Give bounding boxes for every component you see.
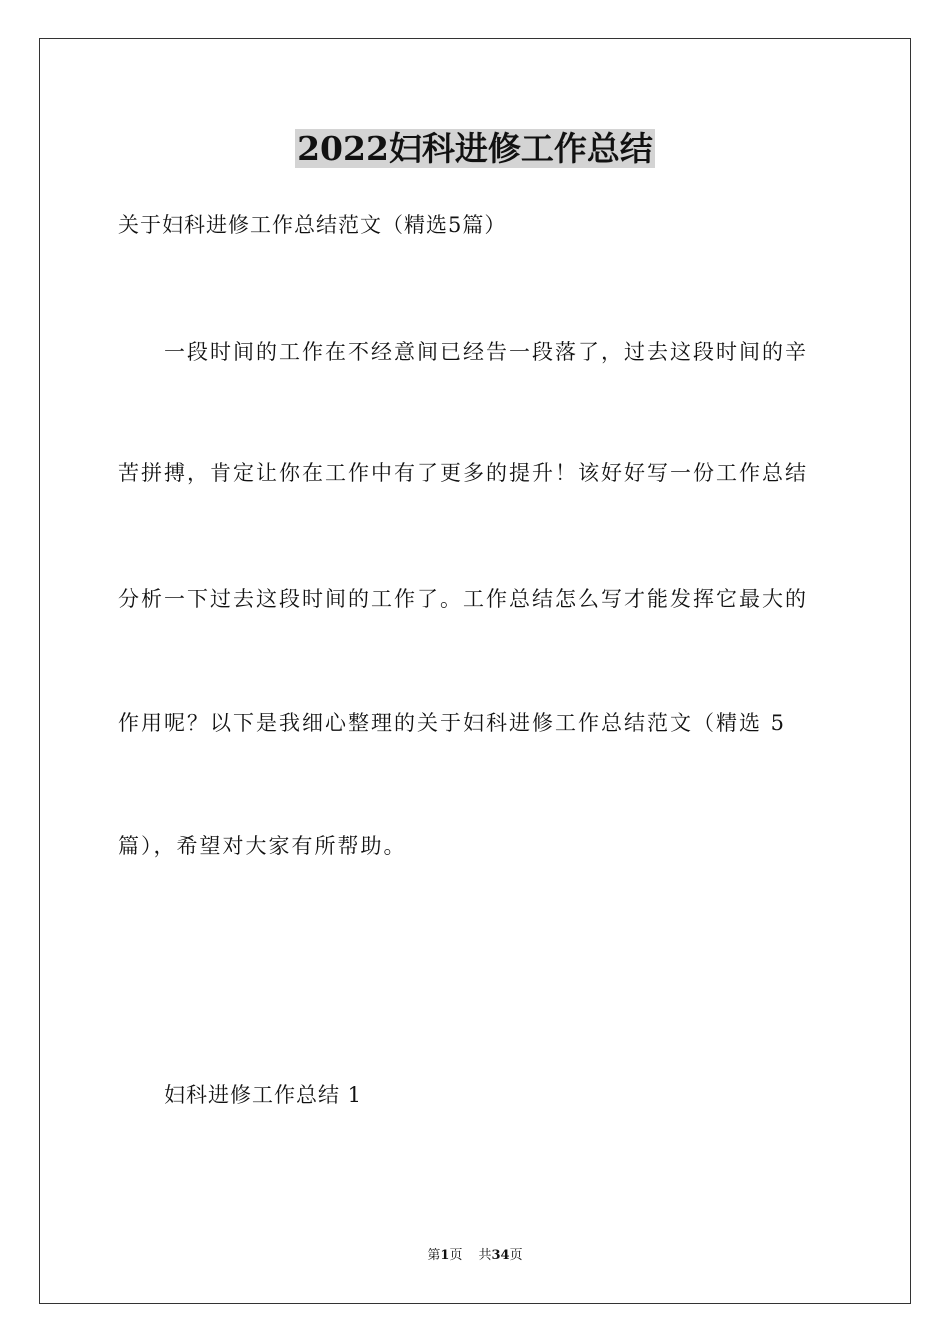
document-subtitle: 关于妇科进修工作总结范文（精选5篇） [118,213,507,237]
intro-paragraph-line: 分析一下过去这段时间的工作了。工作总结怎么写才能发挥它最大的 [118,587,808,611]
total-prefix: 共 [478,1248,492,1263]
intro-paragraph-line: 篇），希望对大家有所帮助。 [118,834,407,858]
page-footer [0,1247,950,1265]
intro-paragraph-line: 苦拼搏，肯定让你在工作中有了更多的提升！该好好写一份工作总结 [118,461,808,485]
page-number: 1 [440,1248,450,1263]
page-suffix: 页 [449,1248,463,1263]
total-pages: 34 [491,1248,510,1263]
intro-paragraph-line: 作用呢？以下是我细心整理的关于妇科进修工作总结范文（精选 5 [118,711,787,735]
intro-paragraph-line: 一段时间的工作在不经意间已经告一段落了，过去这段时间的辛 [164,340,808,364]
section-heading: 妇科进修工作总结 1 [164,1083,363,1107]
total-suffix: 页 [509,1248,523,1263]
page-prefix: 第 [427,1248,441,1263]
document-title-text: 2022妇科进修工作总结 [297,129,653,168]
document-title [0,128,950,170]
